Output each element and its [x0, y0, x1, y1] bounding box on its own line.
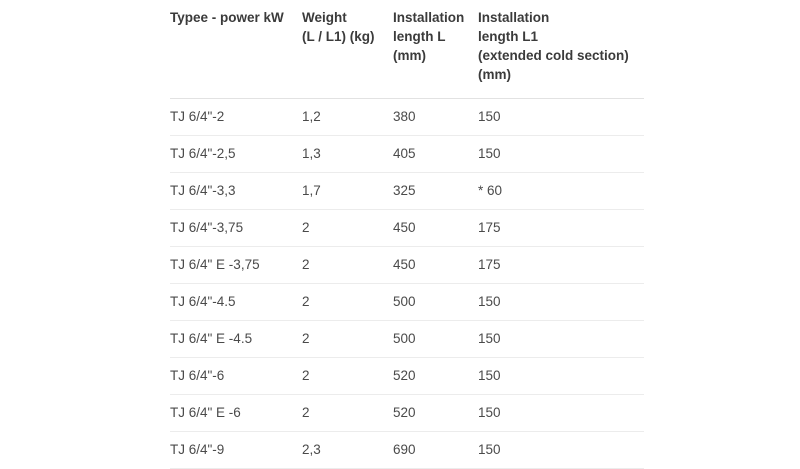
- table-row: [170, 358, 644, 395]
- column-header-length-l1-line-4: (mm): [478, 67, 511, 82]
- column-header-length-l: [393, 0, 478, 99]
- column-header-length-l-line-1: Installation: [393, 10, 465, 25]
- cell-type: TJ 6/4" E -4.5: [170, 321, 302, 358]
- table-row: [170, 284, 644, 321]
- column-header-length-l-line-2: length L: [393, 29, 446, 44]
- cell-length-l: 520: [393, 358, 478, 395]
- cell-weight: 2: [302, 284, 393, 321]
- cell-type: TJ 6/4"-9: [170, 432, 302, 469]
- cell-length-l1: 150: [478, 432, 644, 469]
- cell-length-l1: 150: [478, 321, 644, 358]
- cell-type: TJ 6/4"-2: [170, 99, 302, 136]
- column-header-weight-line-2: (L / L1) (kg): [302, 29, 375, 44]
- cell-length-l: 405: [393, 136, 478, 173]
- table-row: [170, 247, 644, 284]
- cell-weight: 2: [302, 247, 393, 284]
- cell-length-l1: 175: [478, 210, 644, 247]
- cell-weight: 2: [302, 321, 393, 358]
- cell-length-l1: 150: [478, 284, 644, 321]
- cell-length-l: 500: [393, 284, 478, 321]
- cell-length-l: 325: [393, 173, 478, 210]
- cell-length-l1: 150: [478, 99, 644, 136]
- cell-weight: 1,3: [302, 136, 393, 173]
- column-header-type-line-1: Typee - power kW: [170, 10, 284, 25]
- cell-type: TJ 6/4"-6: [170, 358, 302, 395]
- cell-length-l: 500: [393, 321, 478, 358]
- table-row: [170, 99, 644, 136]
- column-header-weight-line-1: Weight: [302, 10, 347, 25]
- cell-type: TJ 6/4"-2,5: [170, 136, 302, 173]
- cell-type: TJ 6/4" E -3,75: [170, 247, 302, 284]
- table-row: [170, 321, 644, 358]
- column-header-weight: [302, 0, 393, 99]
- column-header-length-l1-line-3: (extended cold section): [478, 48, 629, 63]
- column-header-length-l1: [478, 0, 644, 99]
- table-header-row: [170, 0, 644, 99]
- table-row: [170, 173, 644, 210]
- cell-weight: 2: [302, 395, 393, 432]
- cell-weight: 2: [302, 358, 393, 395]
- cell-length-l1: 150: [478, 136, 644, 173]
- table-header: [170, 0, 644, 99]
- table-row: [170, 136, 644, 173]
- cell-weight: 1,7: [302, 173, 393, 210]
- cell-type: TJ 6/4" E -6: [170, 395, 302, 432]
- cell-length-l: 450: [393, 210, 478, 247]
- cell-length-l: 380: [393, 99, 478, 136]
- cell-length-l1: 150: [478, 395, 644, 432]
- cell-type: TJ 6/4"-3,75: [170, 210, 302, 247]
- table-row: [170, 210, 644, 247]
- cell-type: TJ 6/4"-4.5: [170, 284, 302, 321]
- cell-length-l1: 150: [478, 358, 644, 395]
- table-row: [170, 432, 644, 469]
- column-header-length-l1-line-1: Installation: [478, 10, 550, 25]
- column-header-length-l1-line-2: length L1: [478, 29, 538, 44]
- cell-length-l: 450: [393, 247, 478, 284]
- cell-weight: 2: [302, 210, 393, 247]
- cell-length-l: 520: [393, 395, 478, 432]
- cell-weight: 2,3: [302, 432, 393, 469]
- table-row: [170, 395, 644, 432]
- cell-length-l1: * 60: [478, 173, 644, 210]
- table-body: [170, 99, 644, 469]
- specifications-table: [170, 0, 644, 469]
- cell-length-l: 690: [393, 432, 478, 469]
- cell-type: TJ 6/4"-3,3: [170, 173, 302, 210]
- column-header-type: [170, 0, 302, 99]
- cell-weight: 1,2: [302, 99, 393, 136]
- cell-length-l1: 175: [478, 247, 644, 284]
- column-header-length-l-line-3: (mm): [393, 48, 426, 63]
